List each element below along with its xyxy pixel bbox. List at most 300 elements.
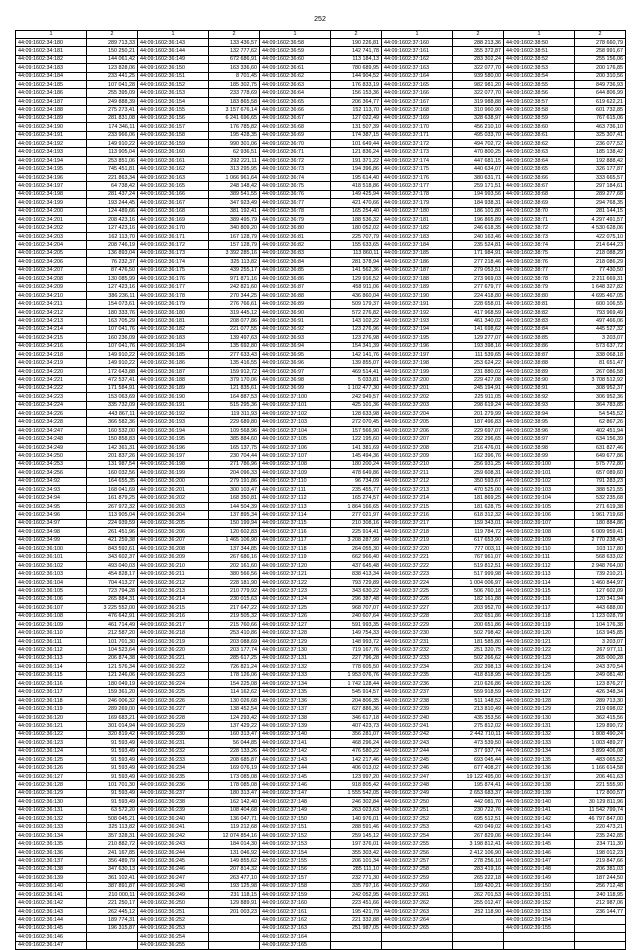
cadastral-number-cell: 44:09:1602:36:189	[138, 384, 209, 392]
cadastral-value-cell: 64 738,42	[87, 182, 138, 190]
cadastral-number-cell: 44:09:1602:39:155	[504, 924, 575, 932]
cadastral-number-cell: 44:09:1602:36:150	[138, 64, 209, 72]
cadastral-number-cell: 44:09:1602:36:93	[260, 334, 331, 342]
cadastral-number-cell: 44:09:1602:34:201	[16, 215, 87, 223]
table-row	[16, 300, 626, 308]
cadastral-value-cell: 196 865,89	[453, 215, 504, 223]
cadastral-value-cell: 30 129 811,96	[575, 798, 626, 806]
cadastral-value-cell: 223 451,66	[331, 899, 382, 907]
cadastral-number-cell: 44:09:1602:37:103	[260, 418, 331, 426]
cadastral-number-cell: 44:09:1602:37:244	[382, 747, 453, 755]
cadastral-number-cell: 44:09:1602:36:161	[138, 156, 209, 164]
cadastral-value-cell: 406 013,02	[331, 764, 382, 772]
cadastral-value-cell: 242 949,57	[331, 393, 382, 401]
cadastral-value-cell: 224 418,80	[453, 291, 504, 299]
cadastral-value-cell: 124 489,66	[87, 207, 138, 215]
table-row	[16, 460, 626, 468]
cadastral-number-cell: 44:09:1602:36:226	[138, 696, 209, 704]
cadastral-number-cell: 44:09:1602:38:54	[504, 72, 575, 80]
cadastral-value-cell: 461 714,49	[87, 620, 138, 628]
cadastral-value-cell: 202 651,86	[453, 612, 504, 620]
cadastral-number-cell: 44:09:1602:36:128	[16, 781, 87, 789]
cadastral-number-cell: 44:09:1602:38:81	[504, 300, 575, 308]
table-row	[16, 713, 626, 721]
cadastral-value-cell: 203 952,70	[453, 604, 504, 612]
cadastral-number-cell: 44:09:1602:37:249	[382, 789, 453, 797]
cadastral-number-cell: 44:09:1602:37:135	[260, 688, 331, 696]
cadastral-value-cell: 2 211 669,31	[575, 275, 626, 283]
cadastral-value-cell: 180 200,24	[331, 460, 382, 468]
cadastral-number-cell: 44:09:1602:37:227	[382, 604, 453, 612]
cadastral-value-cell: 719 167,76	[331, 646, 382, 654]
cadastral-value-cell: 107 041,28	[87, 80, 138, 88]
cadastral-value-cell: 443 867,11	[87, 410, 138, 418]
cadastral-value-cell: 46 797 847,00	[575, 815, 626, 823]
cadastral-value-cell: 990 301,06	[209, 140, 260, 148]
cadastral-value-cell: 296 387,48	[331, 595, 382, 603]
cadastral-value-cell: 235 524,81	[453, 241, 504, 249]
cadastral-number-cell: 44:09:1602:36:114	[16, 663, 87, 671]
cadastral-number-cell: 44:09:1602:37:195	[382, 334, 453, 342]
cadastral-number-cell: 44:09:1602:37:169	[382, 114, 453, 122]
cadastral-value-cell: 362 415,56	[575, 713, 626, 721]
cadastral-number-cell: 44:09:1602:36:143	[16, 907, 87, 915]
cadastral-number-cell: 44:09:1602:36:97	[260, 367, 331, 375]
cadastral-number-cell: 44:09:1602:36:192	[138, 410, 209, 418]
cadastral-number-cell: 44:09:1602:34:184	[16, 72, 87, 80]
cadastral-value-cell: 183 865,58	[209, 97, 260, 105]
cadastral-number-cell: 44:09:1602:36:174	[138, 258, 209, 266]
cadastral-number-cell: 44:09:1602:37:143	[260, 755, 331, 763]
cadastral-value-cell: 275 812,02	[453, 722, 504, 730]
cadastral-value-cell: 263 023,63	[331, 806, 382, 814]
cadastral-value-cell: 120 341,94	[575, 595, 626, 603]
cadastral-number-cell: 44:09:1602:39:134	[504, 747, 575, 755]
cadastral-number-cell: 44:09:1602:36:149	[138, 55, 209, 63]
cadastral-number-cell: 44:09:1602:37:163	[260, 924, 331, 932]
cadastral-value-cell: 203 088,69	[209, 637, 260, 645]
cadastral-number-cell: 44:09:1602:36:134	[16, 831, 87, 839]
cadastral-number-cell: 44:09:1602:37:108	[260, 460, 331, 468]
cadastral-value-cell: 156 153,36	[331, 89, 382, 97]
cadastral-number-cell: 44:09:1602:36:155	[138, 106, 209, 114]
cadastral-value-cell: 210 779,92	[209, 587, 260, 595]
cadastral-number-cell: 44:09:1602:36:153	[138, 89, 209, 97]
cadastral-number-cell: 44:09:1602:36:141	[16, 890, 87, 898]
cadastral-number-cell: 44:09:1602:36:96	[260, 359, 331, 367]
table-row	[16, 393, 626, 401]
cadastral-value-cell: 267 977,11	[575, 646, 626, 654]
cadastral-value-cell: 343 630,22	[331, 587, 382, 595]
cadastral-value-cell: 288 213,36	[453, 38, 504, 46]
table-row	[16, 114, 626, 122]
cadastral-number-cell: 44:09:1602:37:219	[382, 536, 453, 544]
table-row	[16, 595, 626, 603]
cadastral-value-cell: 456 210,10	[453, 123, 504, 131]
cadastral-value-cell: 739 210,21	[575, 570, 626, 578]
table-row	[16, 140, 626, 148]
cadastral-number-cell: 44:09:1602:36:215	[138, 604, 209, 612]
table-row	[16, 485, 626, 493]
cadastral-value-cell: 6 009 959,41	[575, 528, 626, 536]
cadastral-value-cell: 149 855,62	[209, 857, 260, 865]
cadastral-value-cell: 388 521,55	[575, 485, 626, 493]
cadastral-value-cell: 165 274,57	[331, 494, 382, 502]
cadastral-number-cell: 44:09:1602:36:59	[260, 47, 331, 55]
cadastral-number-cell: 44:09:1602:34:187	[16, 97, 87, 105]
cadastral-value-cell: 267 686,16	[209, 553, 260, 561]
cadastral-number-cell: 44:09:1602:37:124	[260, 595, 331, 603]
cadastral-number-cell: 44:09:1602:36:202	[138, 494, 209, 502]
cadastral-value-cell: 258 991,67	[575, 47, 626, 55]
cadastral-number-cell: 44:09:1602:39:104	[504, 494, 575, 502]
cadastral-number-cell: 44:09:1602:39:125	[504, 671, 575, 679]
cadastral-value-cell: 163 705,29	[87, 317, 138, 325]
cadastral-value-cell: 366 582,36	[87, 418, 138, 426]
cadastral-value-cell	[209, 933, 260, 941]
cadastral-number-cell: 44:09:1602:39:107	[504, 519, 575, 527]
table-row	[16, 410, 626, 418]
cadastral-value-cell: 181 869,25	[453, 494, 504, 502]
cadastral-value-cell: 149 754,33	[331, 629, 382, 637]
cadastral-value-cell: 150 199,94	[209, 519, 260, 527]
cadastral-value-cell: 252 118,90	[453, 907, 504, 915]
cadastral-value-cell: 259 171,51	[453, 182, 504, 190]
cadastral-number-cell: 44:09:1602:36:220	[138, 646, 209, 654]
cadastral-number-cell: 44:09:1602:36:130	[16, 798, 87, 806]
cadastral-number-cell: 44:09:1602:36:232	[138, 747, 209, 755]
cadastral-value-cell: 208 077,86	[209, 317, 260, 325]
cadastral-value-cell: 200 310,56	[575, 72, 626, 80]
cadastral-number-cell: 44:09:1602:36:165	[138, 182, 209, 190]
cadastral-number-cell: 44:09:1602:36:219	[138, 637, 209, 645]
cadastral-number-cell: 44:09:1602:38:72	[504, 224, 575, 232]
cadastral-number-cell: 44:09:1602:37:240	[382, 713, 453, 721]
cadastral-value-cell: 726 821,24	[209, 663, 260, 671]
cadastral-number-cell: 44:09:1602:37:230	[382, 629, 453, 637]
cadastral-number-cell: 44:09:1602:36:58	[260, 38, 331, 46]
cadastral-value-cell: 461 340,02	[453, 317, 504, 325]
cadastral-number-cell: 44:09:1602:36:200	[138, 477, 209, 485]
cadastral-number-cell: 44:09:1602:36:168	[138, 207, 209, 215]
cadastral-value-cell: 300 103,47	[209, 485, 260, 493]
cadastral-number-cell: 44:09:1602:38:98	[504, 443, 575, 451]
table-row	[16, 561, 626, 569]
table-row	[16, 747, 626, 755]
table-row	[16, 215, 626, 223]
cadastral-number-cell: 44:09:1602:36:171	[138, 232, 209, 240]
cadastral-value-cell: 253 410,86	[209, 629, 260, 637]
cadastral-value-cell: 407 423,73	[331, 722, 382, 730]
cadastral-value-cell: 141 698,62	[453, 325, 504, 333]
cadastral-value-cell: 253 851,06	[87, 156, 138, 164]
cadastral-number-cell: 44:09:1602:38:89	[504, 367, 575, 375]
cadastral-number-cell: 44:09:1602:36:203	[138, 502, 209, 510]
cadastral-number-cell: 44:09:1602:34:205	[16, 249, 87, 257]
cadastral-value-cell: 171 584,91	[87, 384, 138, 392]
cadastral-number-cell: 44:09:1602:36:223	[138, 671, 209, 679]
cadastral-number-cell: 44:09:1602:37:111	[260, 485, 331, 493]
cadastral-value-cell: 62 936,51	[209, 148, 260, 156]
cadastral-value-cell: 180 049,19	[87, 680, 138, 688]
cadastral-value-cell: 198 012,23	[575, 848, 626, 856]
cadastral-number-cell: 44:09:1602:36:142	[16, 899, 87, 907]
cadastral-value-cell: 163 945,85	[575, 629, 626, 637]
cadastral-value-cell: 241 167,85	[87, 848, 138, 856]
cadastral-value-cell: 195 428,35	[209, 131, 260, 139]
table-row	[16, 941, 626, 949]
table-row	[16, 646, 626, 654]
cadastral-number-cell: 44:09:1602:37:115	[260, 519, 331, 527]
cadastral-number-cell: 44:09:1602:37:196	[382, 342, 453, 350]
cadastral-value-cell: 5 033,81	[331, 376, 382, 384]
cadastral-value-cell: 96 734,09	[331, 477, 382, 485]
cadastral-value-cell: 672 686,91	[209, 55, 260, 63]
cadastral-number-cell: 44:09:1602:37:213	[382, 485, 453, 493]
cadastral-value-cell: 123 876,27	[575, 680, 626, 688]
cadastral-number-cell	[504, 941, 575, 949]
cadastral-number-cell: 44:09:1602:36:117	[16, 688, 87, 696]
cadastral-value-cell: 228 181,90	[209, 578, 260, 586]
cadastral-number-cell: 44:09:1602:39:132	[504, 730, 575, 738]
table-row	[16, 97, 626, 105]
cadastral-number-cell: 44:09:1602:36:204	[138, 511, 209, 519]
cadastral-value-cell: 91 593,49	[87, 789, 138, 797]
cadastral-number-cell: 44:09:1602:36:196	[138, 443, 209, 451]
table-row	[16, 376, 626, 384]
cadastral-value-cell: 189 774,31	[87, 916, 138, 924]
cadastral-number-cell: 44:09:1602:38:65	[504, 165, 575, 173]
cadastral-value-cell: 843 592,61	[87, 545, 138, 553]
cadastral-number-cell: 44:09:1602:37:132	[260, 663, 331, 671]
table-row	[16, 545, 626, 553]
cadastral-number-cell: 44:09:1602:37:245	[382, 755, 453, 763]
cadastral-number-cell: 44:09:1602:36:137	[16, 857, 87, 865]
cadastral-number-cell: 44:09:1602:37:175	[382, 165, 453, 173]
cadastral-value-cell: 545 914,57	[331, 688, 382, 696]
cadastral-number-cell: 44:09:1602:37:241	[382, 722, 453, 730]
table-row	[16, 806, 626, 814]
table-row	[16, 798, 626, 806]
cadastral-number-cell: 44:09:1602:34:194	[16, 156, 87, 164]
header-cell: 2	[209, 31, 260, 39]
cadastral-number-cell: 44:09:1602:36:82	[260, 241, 331, 249]
table-row	[16, 730, 626, 738]
cadastral-number-cell: 44:09:1602:38:58	[504, 106, 575, 114]
cadastral-number-cell: 44:09:1602:36:84	[260, 258, 331, 266]
cadastral-value-cell: 265 000,28	[575, 654, 626, 662]
cadastral-value-cell: 631 827,46	[575, 443, 626, 451]
cadastral-number-cell: 44:09:1602:38:83	[504, 317, 575, 325]
cadastral-number-cell: 44:09:1602:39:144	[504, 831, 575, 839]
cadastral-number-cell: 44:09:1602:34:191	[16, 131, 87, 139]
cadastral-number-cell: 44:09:1602:34:212	[16, 308, 87, 316]
cadastral-value-cell: 470 525,00	[453, 485, 504, 493]
cadastral-value-cell: 3 203,07	[575, 334, 626, 342]
cadastral-value-cell: 389 495,79	[209, 215, 260, 223]
cadastral-value-cell: 91 593,49	[87, 747, 138, 755]
cadastral-number-cell: 44:09:1602:36:100	[16, 545, 87, 553]
cadastral-number-cell: 44:09:1602:36:178	[138, 291, 209, 299]
cadastral-value-cell: 201 003,23	[209, 907, 260, 915]
cadastral-value-cell: 145 494,36	[331, 452, 382, 460]
cadastral-number-cell: 44:09:1602:37:183	[382, 232, 453, 240]
cadastral-value-cell: 181 585,80	[453, 637, 504, 645]
cadastral-value-cell: 255 395,09	[87, 89, 138, 97]
cadastral-value-cell: 402 451,94	[575, 426, 626, 434]
cadastral-number-cell: 44:09:1602:37:127	[260, 620, 331, 628]
cadastral-value-cell: 107 041,76	[87, 325, 138, 333]
cadastral-value-cell: 182 161,88	[453, 595, 504, 603]
cadastral-value-cell: 91 593,49	[87, 772, 138, 780]
cadastral-number-cell: 44:09:1602:36:224	[138, 680, 209, 688]
cadastral-value-cell: 121 576,34	[87, 663, 138, 671]
cadastral-value-cell: 3 198 812,41	[453, 840, 504, 848]
cadastral-value-cell: 236 077,52	[575, 140, 626, 148]
cadastral-value-cell: 154 341,39	[331, 342, 382, 350]
cadastral-number-cell: 44:09:1602:34:193	[16, 148, 87, 156]
cadastral-number-cell: 44:09:1602:38:86	[504, 342, 575, 350]
cadastral-value-cell	[87, 941, 138, 949]
cadastral-number-cell: 44:09:1602:36:233	[138, 755, 209, 763]
table-row	[16, 426, 626, 434]
cadastral-number-cell: 44:09:1602:36:159	[138, 140, 209, 148]
cadastral-value-cell: 123 997,20	[331, 772, 382, 780]
cadastral-value-cell: 195 421,79	[331, 907, 382, 915]
cadastral-number-cell: 44:09:1602:36:127	[16, 772, 87, 780]
header-cell: 2	[453, 31, 504, 39]
cadastral-number-cell: 44:09:1602:36:135	[16, 840, 87, 848]
cadastral-value-cell: 149 910,22	[87, 350, 138, 358]
cadastral-number-cell: 44:09:1602:34:192	[16, 140, 87, 148]
cadastral-value-cell: 573 637,72	[575, 342, 626, 350]
cadastral-value-cell: 142 741,78	[331, 47, 382, 55]
cadastral-number-cell: 44:09:1602:37:198	[382, 359, 453, 367]
cadastral-number-cell: 44:09:1602:37:242	[382, 730, 453, 738]
cadastral-number-cell: 44:09:1602:37:121	[260, 570, 331, 578]
cadastral-number-cell: 44:09:1602:37:166	[382, 89, 453, 97]
cadastral-number-cell: 44:09:1602:36:151	[138, 72, 209, 80]
cadastral-number-cell: 44:09:1602:36:249	[138, 890, 209, 898]
cadastral-number-cell: 44:09:1602:36:191	[138, 401, 209, 409]
table-row	[16, 106, 626, 114]
cadastral-value-cell: 389 541,55	[209, 190, 260, 198]
cadastral-value-cell: 192 888,42	[575, 156, 626, 164]
cadastral-value-cell: 216 476,01	[453, 443, 504, 451]
cadastral-number-cell: 44:09:1602:38:61	[504, 131, 575, 139]
cadastral-number-cell: 44:09:1602:39:127	[504, 688, 575, 696]
header-cell: 2	[87, 31, 138, 39]
cadastral-number-cell: 44:09:1602:34:215	[16, 334, 87, 342]
cadastral-value-cell: 231 880,02	[453, 367, 504, 375]
cadastral-value-cell: 319 445,12	[209, 308, 260, 316]
cadastral-value-cell: 417 968,59	[453, 308, 504, 316]
table-row	[16, 722, 626, 730]
cadastral-number-cell: 44:09:1602:36:166	[138, 190, 209, 198]
cadastral-number-cell: 44:09:1602:37:260	[382, 882, 453, 890]
cadastral-number-cell: 44:09:1602:36:94	[260, 342, 331, 350]
cadastral-value-cell: 421 259,38	[87, 536, 138, 544]
cadastral-value-cell: 281 378,94	[331, 258, 382, 266]
cadastral-value-cell: 849 736,93	[575, 80, 626, 88]
cadastral-value-cell: 141 381,69	[331, 443, 382, 451]
cadastral-value-cell: 230 722,76	[453, 806, 504, 814]
cadastral-number-cell: 44:09:1602:36:91	[260, 317, 331, 325]
cadastral-number-cell: 44:09:1602:36:239	[138, 806, 209, 814]
cadastral-value-cell: 233 778,69	[209, 89, 260, 97]
cadastral-number-cell: 44:09:1602:39:140	[504, 798, 575, 806]
cadastral-value-cell: 194 993,56	[453, 190, 504, 198]
cadastral-number-cell: 44:09:1602:38:66	[504, 173, 575, 181]
cadastral-number-cell: 44:09:1602:36:208	[138, 545, 209, 553]
cadastral-number-cell: 44:09:1602:37:190	[382, 291, 453, 299]
cadastral-value-cell: 2 653 683,37	[453, 789, 504, 797]
cadastral-value-cell: 129 277,07	[453, 334, 504, 342]
table-row	[16, 317, 626, 325]
cadastral-value-cell: 575 772,80	[575, 460, 626, 468]
cadastral-number-cell: 44:09:1602:38:70	[504, 207, 575, 215]
cadastral-number-cell: 44:09:1602:37:154	[260, 848, 331, 856]
cadastral-value-cell: 356 281,07	[331, 730, 382, 738]
cadastral-number-cell: 44:09:1602:37:176	[382, 173, 453, 181]
cadastral-value-cell: 123 276,96	[331, 325, 382, 333]
cadastral-number-cell: 44:09:1602:37:193	[382, 317, 453, 325]
cadastral-value-cell: 1 465 106,90	[209, 536, 260, 544]
cadastral-number-cell: 44:09:1602:36:109	[16, 620, 87, 628]
cadastral-number-cell: 44:09:1602:36:173	[138, 249, 209, 257]
cadastral-number-cell: 44:09:1602:37:236	[382, 680, 453, 688]
table-row	[16, 148, 626, 156]
cadastral-number-cell: 44:09:1602:38:55	[504, 80, 575, 88]
cadastral-value-cell: 193 125,98	[209, 882, 260, 890]
cadastral-number-cell: 44:09:1602:36:101	[16, 553, 87, 561]
cadastral-number-cell: 44:09:1602:37:158	[260, 882, 331, 890]
cadastral-number-cell: 44:09:1602:36:73	[260, 165, 331, 173]
cadastral-number-cell: 44:09:1602:37:202	[382, 393, 453, 401]
cadastral-number-cell: 44:09:1602:36:211	[138, 570, 209, 578]
cadastral-number-cell: 44:09:1602:36:81	[260, 232, 331, 240]
cadastral-number-cell: 44:09:1602:36:235	[138, 772, 209, 780]
cadastral-number-cell: 44:09:1602:38:64	[504, 156, 575, 164]
cadastral-value-cell: 600 106,55	[575, 300, 626, 308]
cadastral-number-cell: 44:09:1602:36:217	[138, 620, 209, 628]
cadastral-number-cell: 44:09:1602:34:216	[16, 342, 87, 350]
cadastral-value-cell: 386 236,11	[87, 291, 138, 299]
cadastral-number-cell: 44:09:1602:36:112	[16, 646, 87, 654]
cadastral-number-cell: 44:09:1602:37:117	[260, 536, 331, 544]
cadastral-value-cell: 511 148,52	[453, 696, 504, 704]
cadastral-number-cell: 44:09:1602:37:156	[260, 865, 331, 873]
cadastral-number-cell: 44:09:1602:36:246	[138, 865, 209, 873]
cadastral-number-cell: 44:09:1602:37:161	[382, 47, 453, 55]
cadastral-number-cell: 44:09:1602:37:165	[382, 80, 453, 88]
cadastral-number-cell: 44:09:1602:36:163	[138, 173, 209, 181]
cadastral-value-cell: 939 580,00	[453, 72, 504, 80]
cadastral-number-cell: 44:09:1602:37:220	[382, 545, 453, 553]
cadastral-value-cell	[453, 933, 504, 941]
cadastral-value-cell: 87 476,50	[87, 266, 138, 274]
cadastral-number-cell: 44:09:1602:34:92	[16, 477, 87, 485]
cadastral-value-cell: 137 895,34	[209, 511, 260, 519]
cadastral-value-cell: 249 081,40	[575, 671, 626, 679]
cadastral-number-cell: 44:09:1602:37:187	[382, 266, 453, 274]
cadastral-number-cell: 44:09:1602:38:63	[504, 148, 575, 156]
cadastral-value-cell: 221 332,88	[331, 916, 382, 924]
cadastral-value-cell: 160 236,09	[87, 334, 138, 342]
cadastral-value-cell: 476 580,22	[331, 747, 382, 755]
table-body	[16, 38, 626, 949]
cadastral-value-cell: 243 370,54	[575, 663, 626, 671]
